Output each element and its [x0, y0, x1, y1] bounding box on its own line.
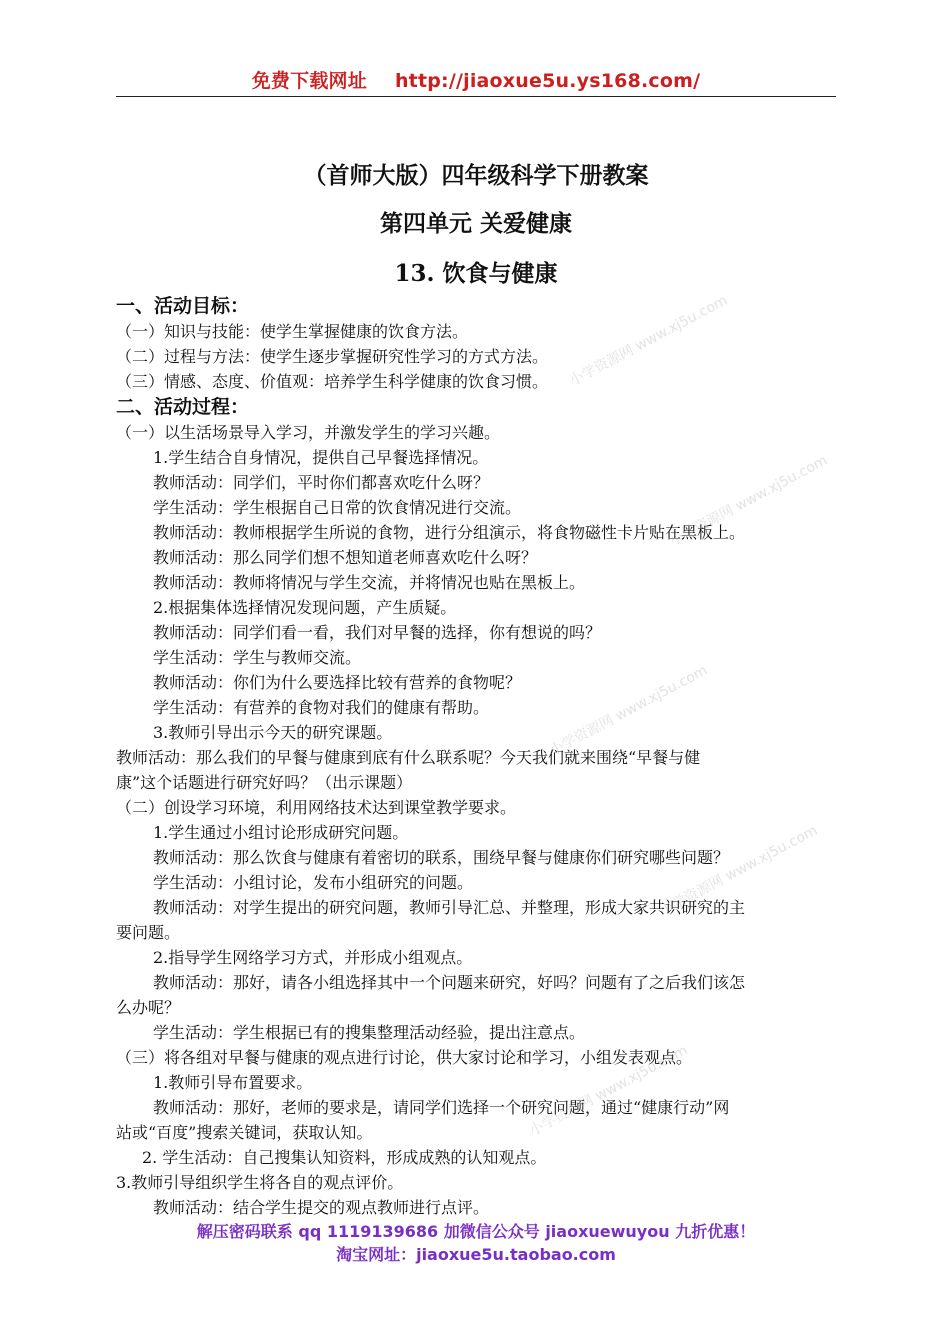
paragraph-line: （一）以生活场景导入学习，并激发学生的学习兴趣。 — [116, 423, 501, 442]
paragraph-line: 1.教师引导布置要求。 — [153, 1073, 313, 1092]
lesson-body — [116, 293, 836, 1220]
paragraph-line: 教师活动：教师将情况与学生交流，并将情况也贴在黑板上。 — [153, 573, 586, 592]
document-title: （首师大版）四年级科学下册教案 — [303, 162, 649, 189]
paragraph-line: 教师活动：同学们看一看，我们对早餐的选择，你有想说的吗？ — [153, 623, 602, 642]
paragraph-line: 要问题。 — [116, 923, 181, 942]
paragraph-line: （一）知识与技能：使学生掌握健康的饮食方法。 — [116, 322, 469, 341]
paragraph-line: 教师活动：教师根据学生所说的食物，进行分组演示，将食物磁性卡片贴在黑板上。 — [153, 523, 746, 542]
watermark: 小学资源网 www.xj5u.com — [547, 662, 711, 760]
paragraph-line: 2. 学生活动：自己搜集认知资料，形成成熟的认知观点。 — [142, 1148, 547, 1167]
paragraph-line: 教师活动：那么同学们想不想知道老师喜欢吃什么呀？ — [153, 548, 538, 567]
paragraph-line: 1.学生结合自身情况，提供自己早餐选择情况。 — [153, 448, 489, 467]
paragraph-line: 学生活动：有营养的食物对我们的健康有帮助。 — [153, 698, 490, 717]
paragraph-line: 教师活动：你们为什么要选择比较有营养的食物呢？ — [153, 673, 522, 692]
paragraph-line: 学生活动：小组讨论，发布小组研究的问题。 — [153, 873, 474, 892]
header-label: 免费下载网址 — [251, 70, 367, 92]
header-divider — [116, 96, 836, 97]
paragraph-line: 么办呢？ — [116, 998, 181, 1017]
watermark: 小学资源网 www.xj5u.com — [657, 822, 821, 920]
paragraph-line: 教师活动：同学们，平时你们都喜欢吃什么呀？ — [153, 473, 490, 492]
paragraph-line: 教师活动：那好，老师的要求是，请同学们选择一个研究问题，通过“健康行动”网 — [153, 1098, 730, 1117]
section-heading: 一、活动目标： — [116, 295, 250, 317]
section-heading: 二、活动过程： — [116, 396, 250, 418]
paragraph-line: 站或“百度”搜索关键词，获取认知。 — [116, 1123, 373, 1142]
paragraph-line: 学生活动：学生根据已有的搜集整理活动经验，提出注意点。 — [153, 1023, 586, 1042]
paragraph-line: 教师活动：那么饮食与健康有着密切的联系，围绕早餐与健康你们研究哪些问题？ — [153, 848, 730, 867]
footer-contact: 解压密码联系 qq 1119139686 加微信公众号 jiaoxuewuyou 九折优惠！ — [196, 1222, 756, 1241]
watermark: 小学资源网 www.xj5u.com — [527, 1042, 691, 1140]
paragraph-line: 3.教师引导组织学生将各自的观点评价。 — [116, 1173, 404, 1192]
paragraph-line: （三）情感、态度、价值观：培养学生科学健康的饮食习惯。 — [116, 372, 549, 391]
paragraph-line: 教师活动：那好，请各小组选择其中一个问题来研究，好吗？问题有了之后我们该怎 — [153, 973, 746, 992]
paragraph-line: 学生活动：学生根据自己日常的饮食情况进行交流。 — [153, 498, 522, 517]
paragraph-line: （二）过程与方法：使学生逐步掌握研究性学习的方式方法。 — [116, 347, 549, 366]
watermark: 小学资源网 www.xj5u.com — [667, 452, 831, 550]
paragraph-line: 学生活动：学生与教师交流。 — [153, 648, 362, 667]
unit-title: 第四单元 关爱健康 — [379, 210, 572, 237]
footer-shop-link[interactable]: 淘宝网址：jiaoxue5u.taobao.com — [336, 1245, 616, 1264]
paragraph-line: 1.学生通过小组讨论形成研究问题。 — [153, 823, 409, 842]
paragraph-line: （三）将各组对早餐与健康的观点进行讨论，供大家讨论和学习，小组发表观点。 — [116, 1048, 693, 1067]
download-header — [116, 66, 836, 93]
header-url-link[interactable]: http://jiaoxue5u.ys168.com/ — [394, 70, 701, 92]
paragraph-line: 2.根据集体选择情况发现问题，产生质疑。 — [153, 598, 457, 617]
paragraph-line: 教师活动：结合学生提交的观点教师进行点评。 — [153, 1198, 490, 1217]
paragraph-line: （二）创设学习环境，利用网络技术达到课堂教学要求。 — [116, 798, 517, 817]
watermark: 小学资源网 www.xj5u.com — [567, 292, 731, 390]
paragraph-line: 2.指导学生网络学习方式，并形成小组观点。 — [153, 948, 473, 967]
paragraph-line: 3.教师引导出示今天的研究课题。 — [153, 723, 393, 742]
paragraph-line: 教师活动：对学生提出的研究问题，教师引导汇总、并整理，形成大家共识研究的主 — [153, 898, 746, 917]
paragraph-line: 教师活动：那么我们的早餐与健康到底有什么联系呢？今天我们就来围绕“早餐与健 — [116, 748, 701, 767]
lesson-title: 13. 饮食与健康 — [394, 260, 558, 287]
paragraph-line: 康”这个话题进行研究好吗？（出示课题） — [116, 773, 413, 792]
